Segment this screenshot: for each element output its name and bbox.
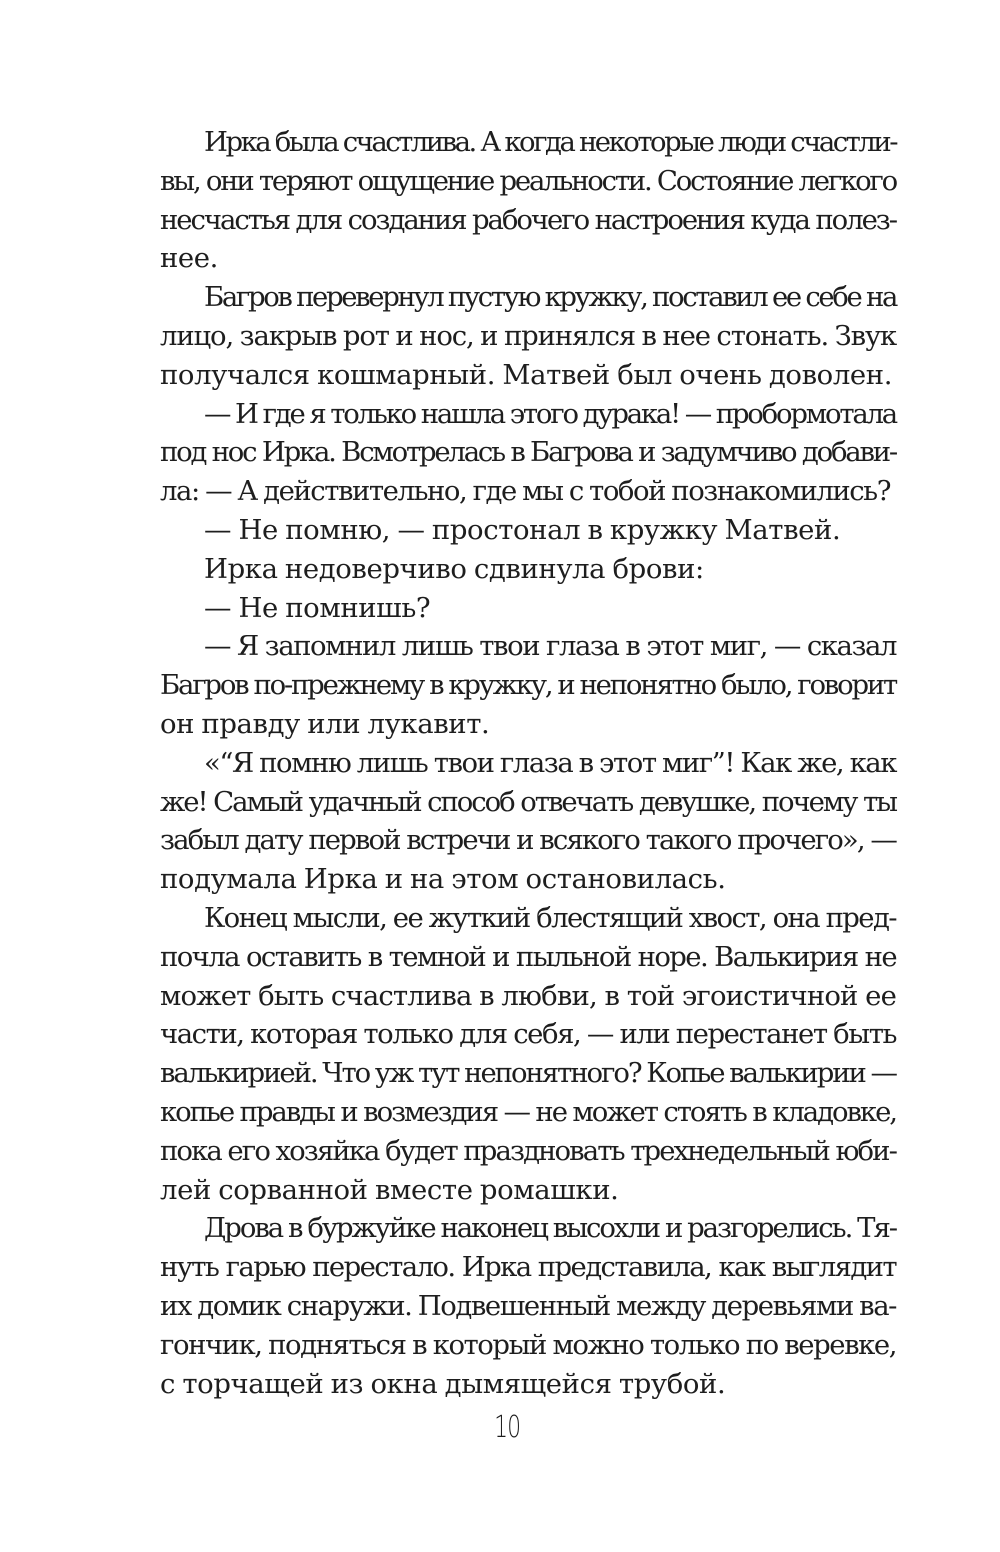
text-line: нуть гарью перестало. Ирка представила, как выглядит (160, 1251, 896, 1284)
paragraph (160, 123, 896, 278)
paragraph (160, 511, 896, 550)
text-line: — И где я только нашла этого дурака! — пробормотала (204, 397, 896, 430)
paragraph (160, 550, 896, 589)
text-line: валькирией. Что уж тут непонятного? Копье валькирии — (160, 1057, 896, 1090)
page-number: 10 (494, 1410, 521, 1445)
text-line: нее. (160, 242, 219, 275)
text-line: Ирка была счастлива. А когда некоторые люди счастли- (204, 126, 896, 158)
text-line: получался кошмарный. Матвей был очень доволен. (160, 358, 893, 391)
text-line: пока его хозяйка будет праздновать трехнедельный юби- (160, 1134, 896, 1167)
text-line: — Я запомнил лишь твои глаза в этот миг, — сказал (204, 630, 896, 663)
text-line: Конец мысли, ее жуткий блестящий хвост, она пред- (204, 901, 896, 934)
text-line: их домик снаружи. Подвешенный между деревьями ва- (160, 1289, 896, 1322)
text-line: лей сорванной вместе ромашки. (160, 1173, 619, 1206)
text-line: может быть счастлива в любви, в той эгоистичной ее (160, 979, 896, 1012)
text-line: он правду или лукавит. (160, 707, 490, 740)
text-line: части, которая только для себя, — или перестанет быть (160, 1018, 896, 1051)
text-line: Багров перевернул пустую кружку, поставил ее себе на (204, 281, 896, 314)
text-line: с торчащей из окна дымящейся трубой. (160, 1367, 726, 1400)
text-line: лицо, закрыв рот и нос, и принялся в нее стонать. Звук (160, 319, 897, 352)
text-line: — Не помнишь? (204, 591, 431, 624)
body-text (160, 123, 896, 1403)
text-line: несчастья для создания рабочего настроения куда полез- (160, 203, 896, 236)
paragraph (160, 744, 896, 899)
paragraph (160, 899, 896, 1209)
text-line: — Не помню, — простонал в кружку Матвей. (204, 513, 841, 546)
paragraph (160, 1209, 896, 1403)
paragraph (160, 395, 896, 511)
text-line: гончик, подняться в который можно только по веревке, (160, 1328, 896, 1361)
text-line: копье правды и возмездия — не может стоять в кладовке, (160, 1095, 896, 1128)
paragraph (160, 278, 896, 394)
text-line: «“Я помню лишь твои глаза в этот миг”! Как же, как (204, 746, 896, 779)
text-line: вы, они теряют ощущение реальности. Состояние легкого (160, 164, 896, 197)
paragraph (160, 589, 896, 628)
text-line: Ирка недоверчиво сдвинула брови: (204, 552, 704, 585)
text-line: же! Самый удачный способ отвечать девушке, почему ты (160, 785, 896, 818)
text-line: Багров по-прежнему в кружку, и непонятно было, говорит (160, 669, 896, 702)
paragraph (160, 627, 896, 743)
text-line: почла оставить в темной и пыльной норе. Валькирия не (160, 940, 896, 973)
text-line: подумала Ирка и на этом остановилась. (160, 863, 726, 896)
text-line: под нос Ирка. Всмотрелась в Багрова и задумчиво добави- (160, 436, 896, 469)
text-line: ла: — А действительно, где мы с тобой познакомились? (160, 475, 890, 508)
text-line: забыл дату первой встречи и всякого такого прочего», — (160, 824, 896, 857)
text-line: Дрова в буржуйке наконец высохли и разгорелись. Тя- (204, 1212, 896, 1245)
